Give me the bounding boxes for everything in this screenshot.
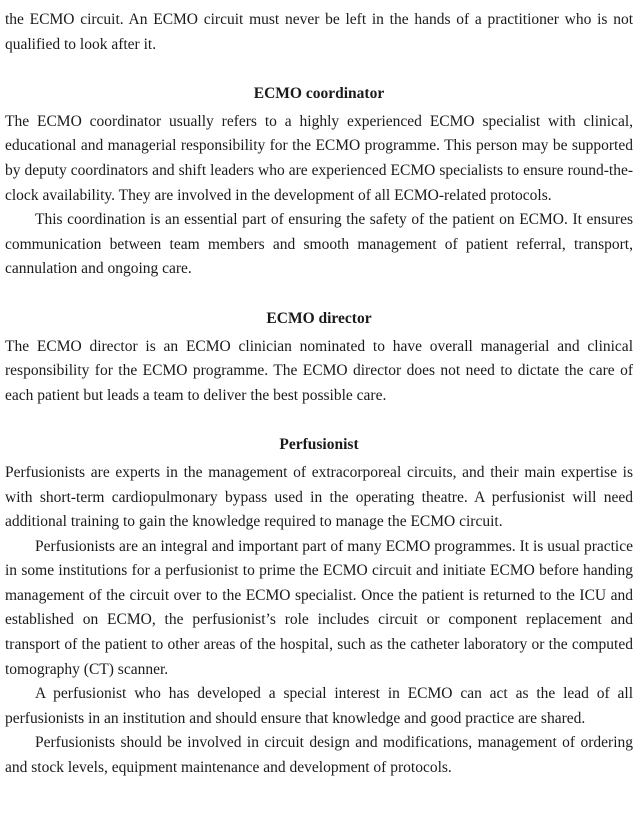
heading-ecmo-coordinator: ECMO coordinator: [253, 85, 385, 103]
spacer: [5, 282, 633, 307]
perfusionist-paragraph-4: Perfusionists should be involved in circuit design and modifications, management of ordering and stock levels, equipment maintenance and development of protocols.: [5, 734, 633, 777]
heading-perfusionist: Perfusionist: [279, 436, 359, 454]
heading-ecmo-director: ECMO director: [266, 309, 372, 327]
document-page: [5, 8, 633, 781]
coordinator-paragraph-1: The ECMO coordinator usually refers to a highly experienced ECMO specialist with clinical, educational and managerial responsibility for the ECMO programme. This person may be supported by deputy coordinators and shift leaders who are experienced ECMO specialists to ensure round-the-clock availability. They are involved in the development of all ECMO-related protocols.: [5, 112, 633, 204]
spacer: [5, 408, 633, 433]
perfusionist-paragraph-1: Perfusionists are experts in the management of extracorporeal circuits, and their main expertise is with short-term cardiopulmonary bypass used in the operating theatre. A perfusionist will need additional training to gain the knowledge required to manage the ECMO circuit.: [5, 463, 633, 531]
coordinator-paragraph-2: This coordination is an essential part of ensuring the safety of the patient on ECMO. It ensures communication between team members and smooth management of patient referral, transport, cannulation and ongoing care.: [5, 211, 633, 278]
perfusionist-paragraph-3: A perfusionist who has developed a special interest in ECMO can act as the lead of all perfusionists in an institution and should ensure that knowledge and good practice are shared.: [5, 685, 633, 727]
spacer: [5, 57, 633, 82]
perfusionist-paragraph-2: Perfusionists are an integral and important part of many ECMO programmes. It is usual practice in some institutions for a perfusionist to prime the ECMO circuit and initiate ECMO before handing management of the circuit over to the ECMO specialist. Once the patient is returned to the ICU and established on ECMO, the perfusionist’s role includes circuit or component replacement and transport of the patient to other areas of the hospital, such as the catheter laboratory or the computed tomography (CT) scanner.: [5, 537, 633, 678]
intro-paragraph: the ECMO circuit. An ECMO circuit must never be left in the hands of a practitioner who is not qualified to look after it.: [5, 11, 633, 53]
director-paragraph-1: The ECMO director is an ECMO clinician nominated to have overall managerial and clinical responsibility for the ECMO programme. The ECMO director does not need to dictate the care of each patient but leads a team to deliver the best possible care.: [5, 337, 633, 404]
